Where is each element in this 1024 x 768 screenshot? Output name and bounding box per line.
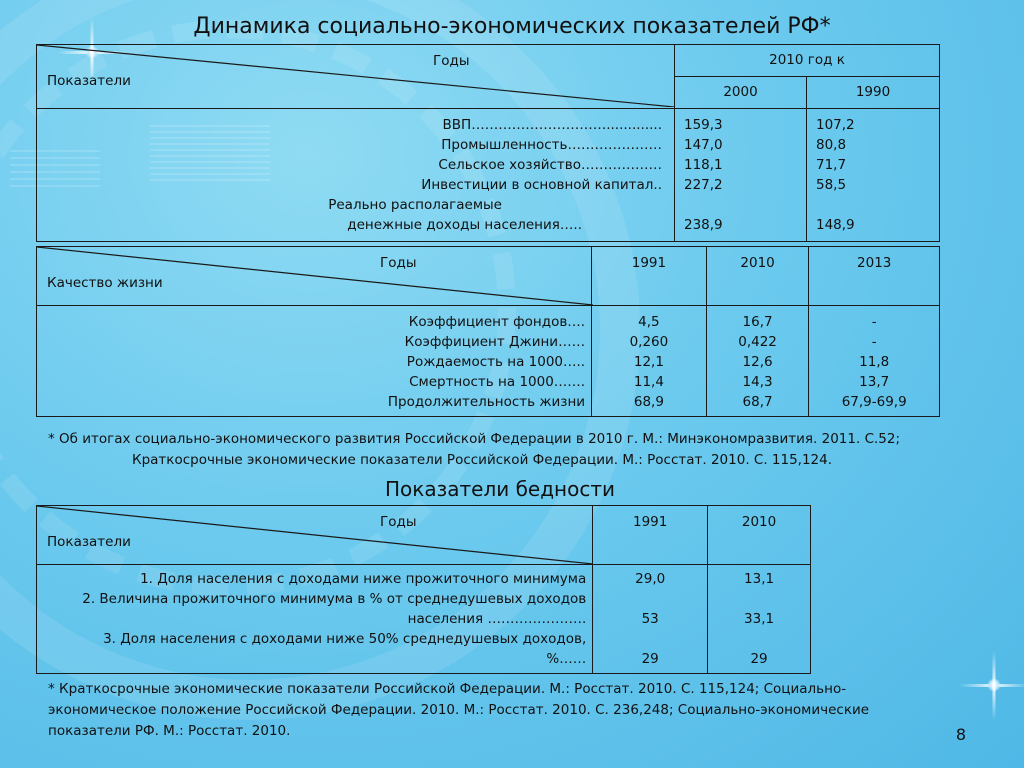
row-label: 2. Величина прожиточного минимума в % от среднедушевых доходов [82, 591, 587, 607]
col-header-1991: 1991 [592, 247, 707, 306]
table-header-diagonal [37, 247, 592, 306]
value: 68,9 [633, 394, 664, 410]
row-label: Коэффициент Джини…… [404, 334, 586, 350]
value: 16,7 [742, 314, 773, 330]
section-title: Показатели бедности [384, 477, 616, 501]
values-col-2010 [708, 565, 811, 674]
row-label: 1. Доля населения с доходами ниже прожиточного минимума [140, 571, 587, 587]
value: 33,1 [744, 611, 775, 627]
group-header: 2010 год к [675, 45, 940, 77]
footnote-line: * Краткосрочные экономические показатели Российской Федерации. М.: Росстат. 2010. С. 115,124; Социально- [48, 681, 847, 697]
row-label: Коэффициент фондов…. [408, 314, 586, 330]
table-quality-of-life [36, 246, 940, 417]
col-header-1991: 1991 [593, 506, 708, 565]
value: - [871, 314, 877, 330]
row-label: Рождаемость на 1000….. [406, 354, 586, 370]
table-header-diagonal [37, 506, 593, 565]
col-header-1990: 1990 [807, 77, 940, 109]
sparkle-icon [964, 655, 1024, 715]
col-header-2013: 2013 [809, 247, 940, 306]
value: - [871, 334, 877, 350]
row-label: ВВП…………………………............. [442, 117, 662, 133]
value: 29 [641, 651, 659, 667]
value: 118,1 [684, 157, 723, 173]
value: 68,7 [742, 394, 773, 410]
col-header-2010: 2010 [706, 247, 809, 306]
row-labels-cell [37, 565, 593, 674]
row-label: Сельское хозяйство……………… [438, 157, 662, 173]
value: 11,4 [633, 374, 664, 390]
value: 0,260 [629, 334, 669, 350]
value: 4,5 [638, 314, 660, 330]
value: 238,9 [684, 217, 723, 233]
value: 159,3 [684, 117, 723, 133]
value [816, 195, 939, 215]
value: 13,1 [744, 571, 775, 587]
row-label: Инвестиции в основной капитал.. [421, 177, 662, 193]
footnote-line: экономическое положение Российской Федерации. 2010. М.: Росстат. 2010. С. 236,248; Социально-экономические [48, 702, 870, 718]
value: 11,8 [859, 354, 890, 370]
value: 14,3 [742, 374, 773, 390]
page-number: 8 [955, 725, 966, 744]
footnote-2 [48, 679, 928, 742]
values-col-2000 [675, 109, 807, 242]
value: 147,0 [684, 137, 723, 153]
row-labels-cell [37, 109, 675, 242]
footnote-1 [48, 429, 948, 471]
table-macro-indicators [36, 44, 940, 242]
value: 71,7 [816, 157, 847, 173]
row-label: %…… [546, 651, 587, 667]
values-col-1990 [807, 109, 940, 242]
value: 148,9 [816, 217, 855, 233]
page-title: Динамика социально-экономических показателей РФ* [193, 14, 831, 39]
value: 53 [641, 611, 659, 627]
row-label: 3. Доля населения с доходами ниже 50% среднедушевых доходов, [103, 631, 587, 647]
value: 29,0 [635, 571, 666, 587]
years-label: Годы [380, 255, 417, 271]
values-col-1991 [592, 306, 707, 417]
value: 58,5 [816, 177, 847, 193]
footnote-line: Краткосрочные экономические показатели Российской Федерации. М.: Росстат. 2010. С. 115,124. [132, 452, 833, 468]
value: 0,422 [738, 334, 777, 350]
value: 12,6 [742, 354, 773, 370]
values-col-1991 [593, 565, 708, 674]
value: 29 [750, 651, 768, 667]
value: 80,8 [816, 137, 847, 153]
values-col-2013 [809, 306, 940, 417]
quality-of-life-label: Качество жизни [47, 275, 163, 291]
row-label: населения …………………. [407, 611, 587, 627]
years-label: Годы [433, 53, 470, 69]
value: 67,9-69,9 [841, 394, 907, 410]
table-header-diagonal [37, 45, 675, 109]
footnote-line: показатели РФ. М.: Росстат. 2010. [48, 723, 291, 739]
header-diagonal-line [37, 45, 674, 107]
value: 107,2 [816, 117, 855, 133]
row-label: Смертность на 1000……. [409, 374, 586, 390]
values-col-2010 [706, 306, 809, 417]
row-label: Реально располагаемые [328, 197, 502, 213]
value: 227,2 [684, 177, 723, 193]
row-label: денежные доходы населения….. [347, 217, 582, 233]
years-label: Годы [380, 514, 417, 530]
col-header-2010: 2010 [708, 506, 811, 565]
row-label: Промышленность………………… [441, 137, 662, 153]
indicators-label: Показатели [47, 73, 131, 89]
value [684, 195, 806, 215]
row-labels-cell [37, 306, 592, 417]
footnote-line: * Об итогах социально-экономического развития Российской Федерации в 2010 г. М.: Минэкономразвития. 2011. С.52; [48, 431, 901, 447]
row-label: Продолжительность жизни [387, 394, 586, 410]
value: 12,1 [633, 354, 664, 370]
table-poverty-indicators [36, 505, 811, 674]
col-header-2000: 2000 [675, 77, 807, 109]
value: 13,7 [859, 374, 890, 390]
indicators-label: Показатели [47, 534, 131, 550]
